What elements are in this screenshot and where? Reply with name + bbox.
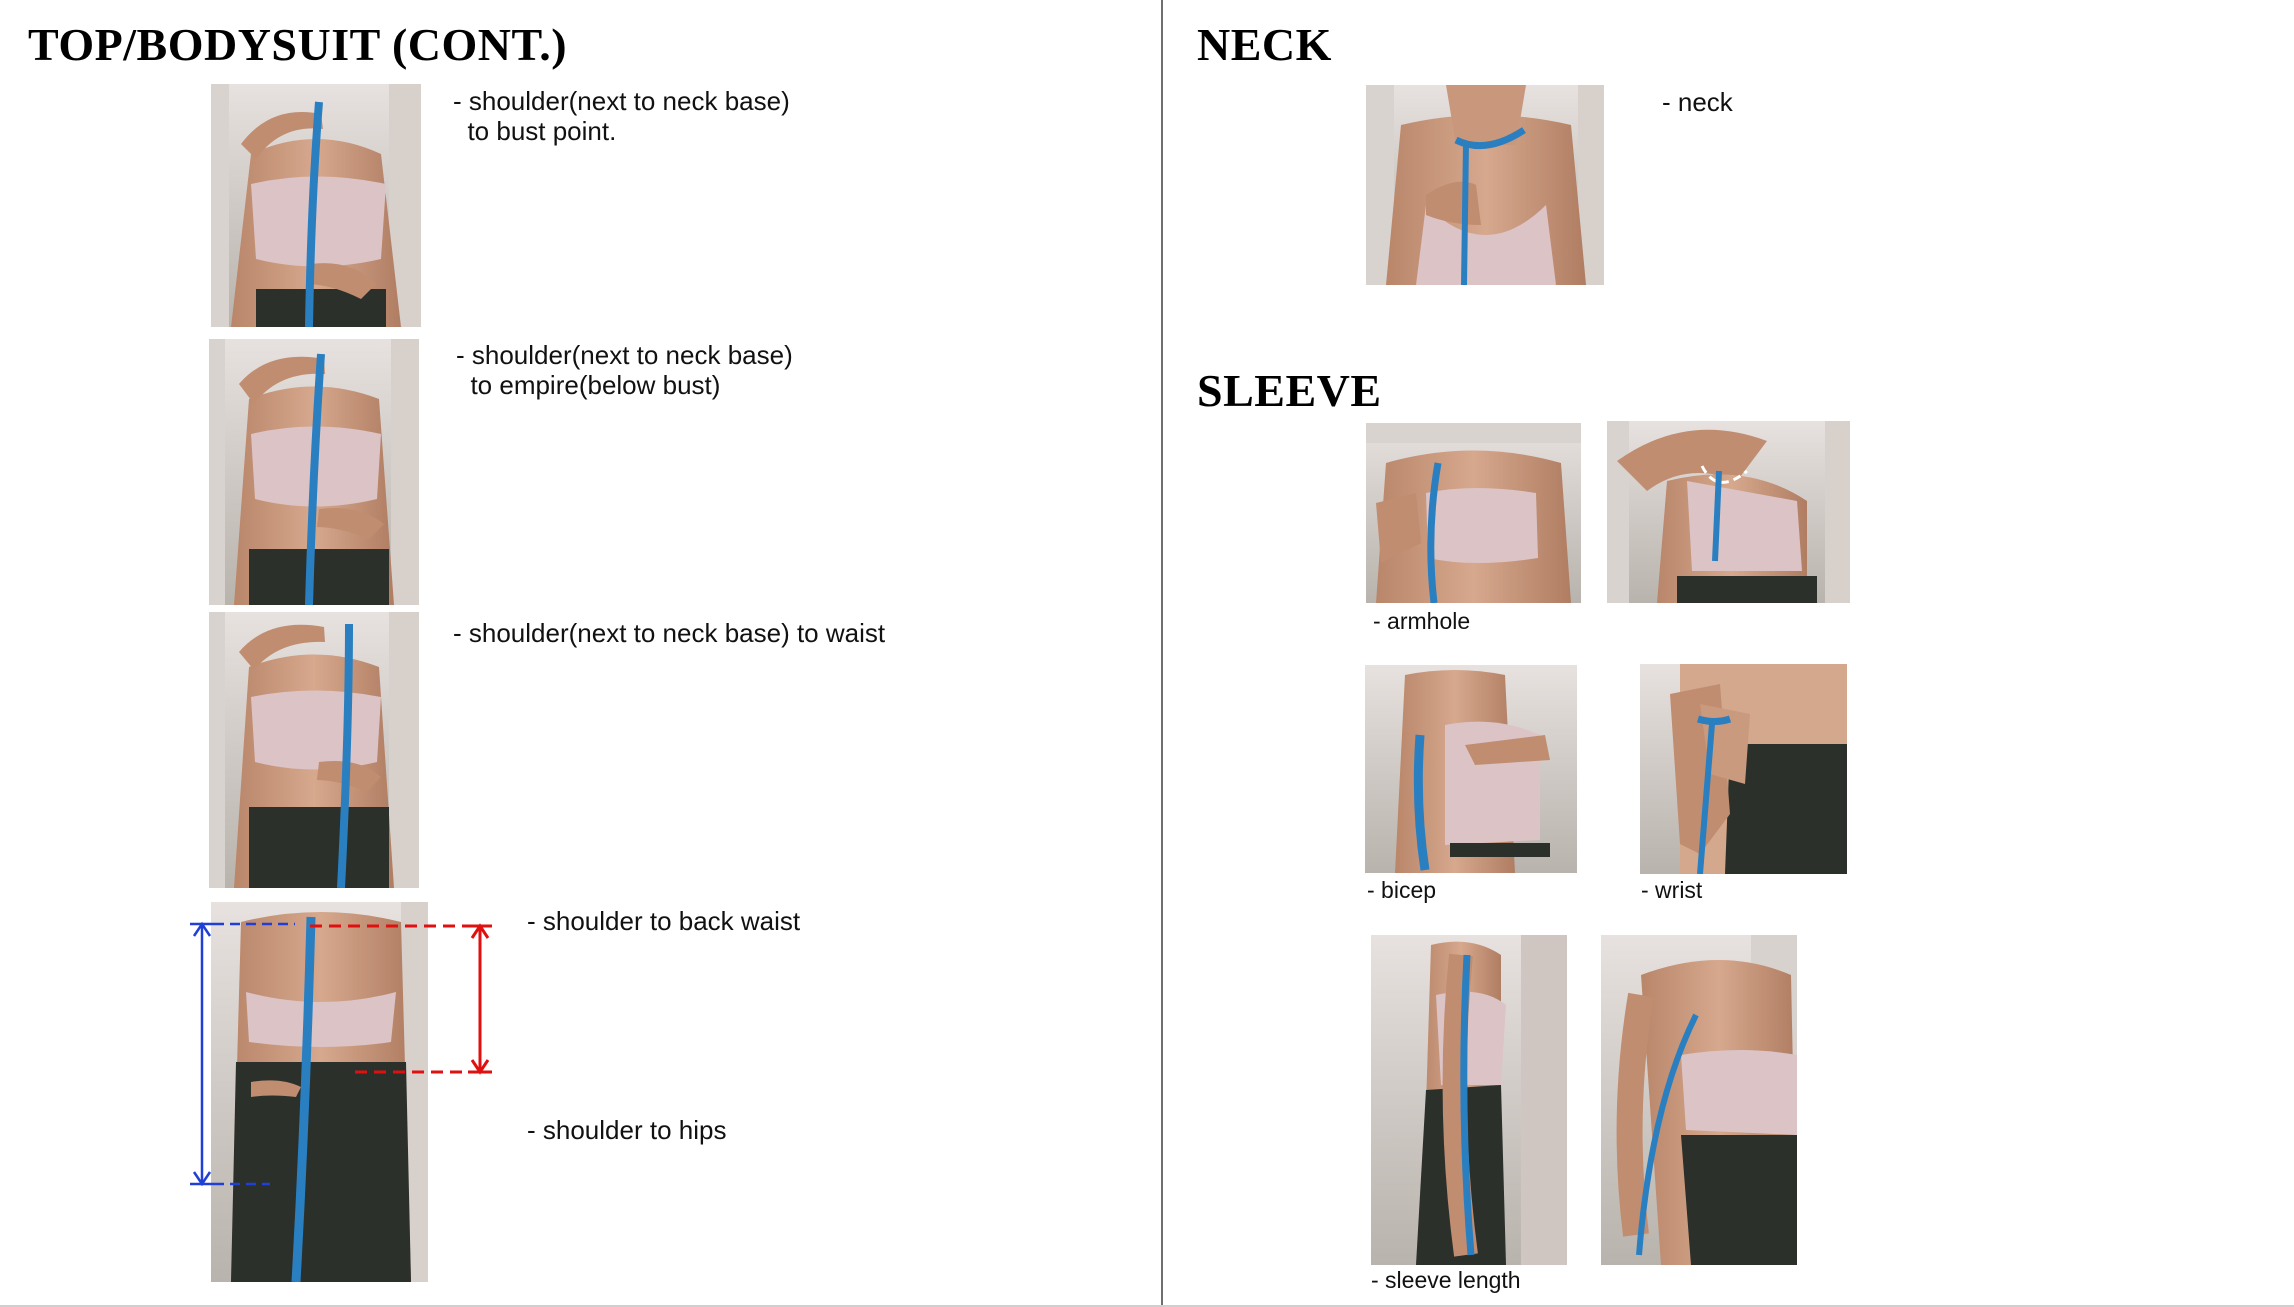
measuring-tape-icon xyxy=(1715,471,1719,561)
caption-item-1-line2: to bust point. xyxy=(453,116,617,146)
caption-armhole: - armhole xyxy=(1373,608,1471,634)
photo-sleeve-length-side xyxy=(1371,935,1567,1265)
caption-bicep: - bicep xyxy=(1367,877,1437,903)
photo-neck xyxy=(1366,85,1604,285)
caption-item-3: - shoulder(next to neck base) to waist xyxy=(453,618,886,648)
column-divider xyxy=(1161,0,1163,1306)
section-heading-neck: NECK xyxy=(1197,19,1332,70)
caption-sleeve-length: - sleeve length xyxy=(1371,1267,1521,1293)
caption-item-2-line1: - shoulder(next to neck base) xyxy=(456,340,793,370)
photo-shoulder-to-empire xyxy=(209,339,419,605)
photo-bicep xyxy=(1365,665,1577,873)
caption-shoulder-to-hips: - shoulder to hips xyxy=(527,1115,727,1145)
photo-wrist xyxy=(1640,664,1847,874)
caption-shoulder-to-back-waist: - shoulder to back waist xyxy=(527,906,801,936)
photo-armhole-front xyxy=(1366,423,1581,603)
photo-sleeve-length-front xyxy=(1601,935,1797,1265)
caption-item-2-line2: to empire(below bust) xyxy=(456,370,721,400)
photo-shoulder-to-waist xyxy=(209,612,419,888)
section-heading-top-bodysuit: TOP/BODYSUIT (CONT.) xyxy=(28,19,568,70)
caption-neck: - neck xyxy=(1662,87,1733,117)
caption-item-1-line1: - shoulder(next to neck base) xyxy=(453,86,790,116)
section-heading-sleeve: SLEEVE xyxy=(1197,365,1382,416)
measuring-tape-icon xyxy=(1698,719,1730,722)
measurement-guide-arrow-icon xyxy=(180,910,500,1195)
caption-wrist: - wrist xyxy=(1641,877,1703,903)
photo-shoulder-to-bust-point xyxy=(211,84,421,327)
photo-armhole-side xyxy=(1607,421,1850,603)
